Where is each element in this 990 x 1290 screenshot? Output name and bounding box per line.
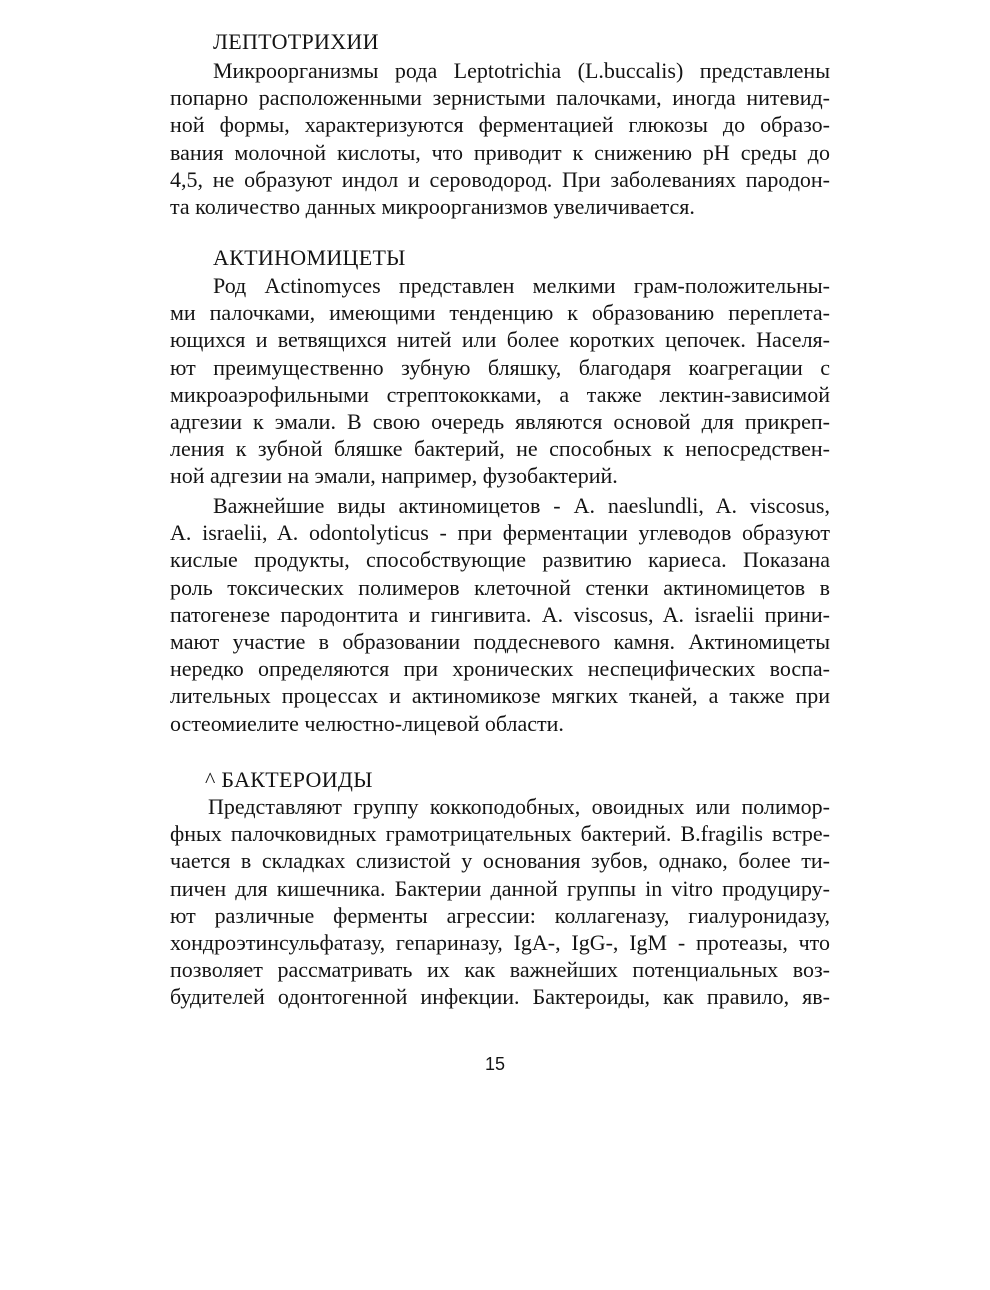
page-number: 15 xyxy=(484,1054,506,1074)
text-line: хондроэтинсульфатазу, гепариназу, IgA-, IgG-, IgM - протеазы, что xyxy=(170,929,830,955)
text-line: ной адгезии на эмали, например, фузобактерий. xyxy=(170,463,618,489)
text-line: лительных процессах и актиномикозе мягких тканей, а также при xyxy=(170,683,830,709)
text-line: адгезии к эмали. В свою очередь являются основой для прикреп- xyxy=(170,408,830,434)
text-line: вания молочной кислоты, что приводит к снижению pH среды до xyxy=(170,139,830,165)
text-line: Микроорганизмы рода Leptotrichia (L.buccalis) представлены xyxy=(213,58,830,83)
text-line: роль токсических полимеров клеточной стенки актиномицетов в xyxy=(170,574,830,600)
text-line: кислые продукты, способствующие развитию кариеса. Показана xyxy=(170,547,830,573)
section-heading: ЛЕПТОТРИХИИ xyxy=(213,29,379,54)
section-heading: АКТИНОМИЦЕТЫ xyxy=(213,245,406,270)
text-line: патогенезе пародонтита и гингивита. A. viscosus, A. israelii прини- xyxy=(170,601,830,627)
text-line: будителей одонтогенной инфекции. Бактероиды, как правило, яв- xyxy=(170,984,830,1010)
text-line: ления к зубной бляшке бактерий, не способных к непосредствен- xyxy=(170,436,830,462)
text-line: Представляют группу коккоподобных, овоидных или полимор- xyxy=(208,794,830,819)
text-line: чается в складках слизистой у основания зубов, однако, более ти- xyxy=(170,848,830,874)
text-line: Важнейшие виды актиномицетов - A. naeslundli, A. viscosus, xyxy=(213,493,830,518)
paragraph xyxy=(170,492,830,737)
text-line: Род Actinomyces представлен мелкими грам-положительны- xyxy=(213,273,830,298)
text-line: ми палочками, имеющими тенденцию к образованию переплета- xyxy=(170,300,830,326)
text-line: мают участие в образовании поддесневого камня. Актиномицеты xyxy=(170,628,830,654)
text-line: нередко определяются при хронических неспецифических воспа- xyxy=(170,656,830,682)
section-heading: ^ БАКТЕРОИДЫ xyxy=(205,767,373,792)
paragraph xyxy=(170,272,830,490)
text-line: остеомиелите челюстно-лицевой области. xyxy=(170,710,564,736)
text-line: A. israelii, A. odontolyticus - при ферментации углеводов образуют xyxy=(170,520,830,546)
text-line: фных палочковидных грамотрицательных бактерий. B.fragilis встре- xyxy=(170,821,830,847)
paragraph xyxy=(170,793,830,1011)
text-line: пичен для кишечника. Бактерии данной группы in vitro продуциру- xyxy=(170,875,830,901)
text-line: 4,5, не образуют индол и сероводород. При заболеваниях пародон- xyxy=(170,166,830,192)
text-line: та количество данных микроорганизмов увеличивается. xyxy=(170,193,695,219)
paragraph xyxy=(170,57,830,220)
text-line: ющихся и ветвящихся нитей или более коротких цепочек. Населя- xyxy=(170,327,830,353)
text-line: ют преимущественно зубную бляшку, благодаря коагрегации с xyxy=(170,354,830,380)
text-line: микроаэрофильными стрептококками, а также лектин-зависимой xyxy=(170,381,830,407)
text-line: ют различные ферменты агрессии: коллагеназу, гиалуронидазу, xyxy=(170,902,830,928)
text-line: попарно расположенными зернистыми палочками, иногда нитевид- xyxy=(170,85,830,111)
text-line: позволяет рассматривать их как важнейших потенциальных воз- xyxy=(170,957,830,983)
text-line: ной формы, характеризуются ферментацией глюкозы до образо- xyxy=(170,112,830,138)
